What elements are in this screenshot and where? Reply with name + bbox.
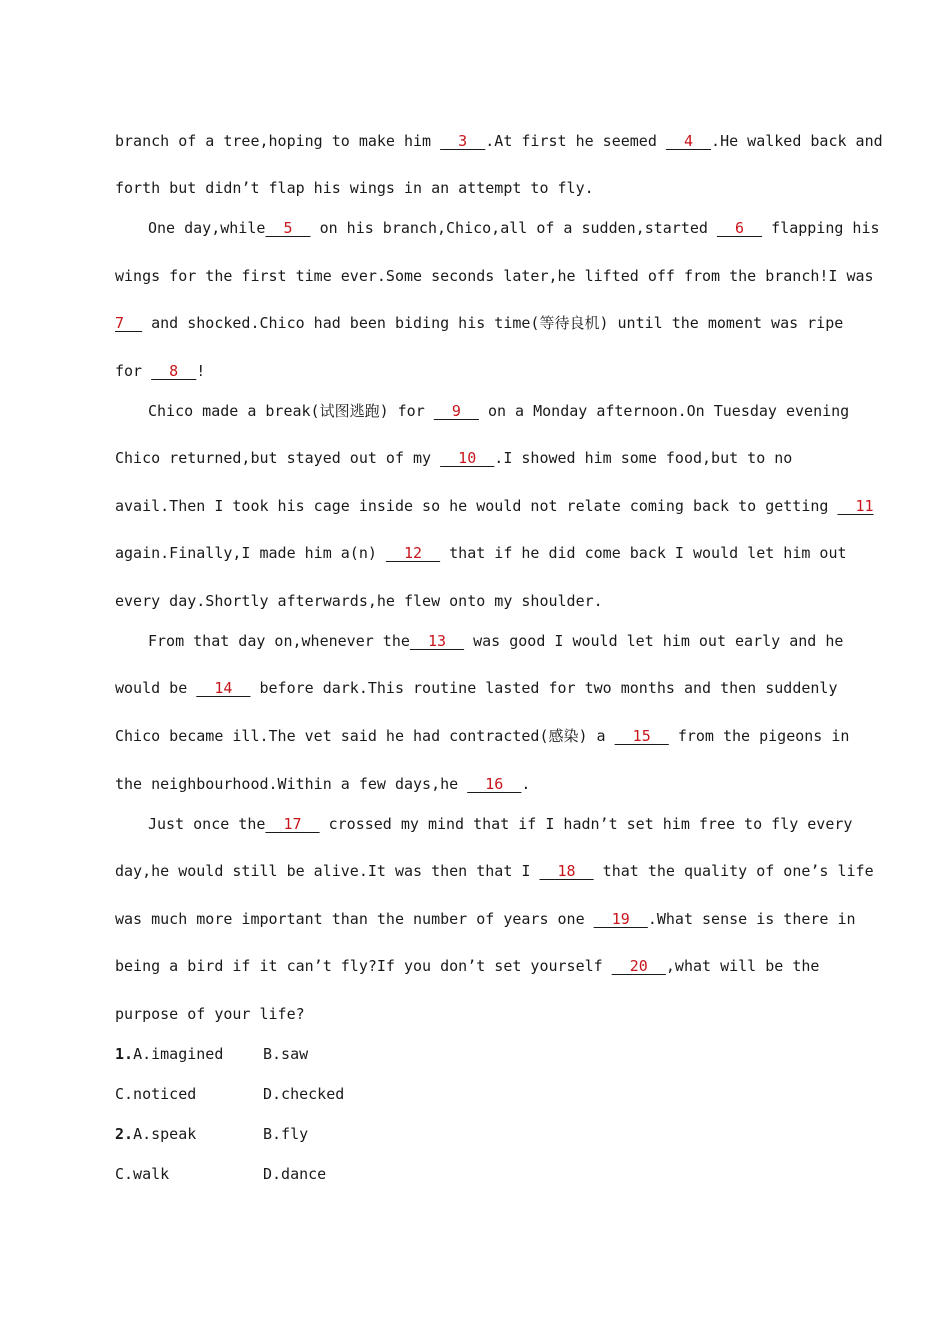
- passage-line: [148, 631, 848, 651]
- option-c: [115, 1084, 196, 1104]
- passage-text: before dark.This routine lasted for two months and then suddenly: [250, 679, 838, 697]
- option-b: [263, 1124, 308, 1144]
- passage-text: would be: [115, 679, 197, 697]
- answer-blank: 13: [409, 632, 465, 650]
- option-text: D.dance: [263, 1165, 327, 1183]
- passage-text: flapping his: [762, 219, 880, 237]
- option-b: [263, 1044, 308, 1064]
- passage-line: [115, 178, 845, 198]
- option-text: B.saw: [263, 1045, 309, 1063]
- passage-text: day,he would still be alive.It was then that I: [115, 862, 540, 880]
- answer-blank: 20: [611, 957, 666, 975]
- passage-text: crossed my mind that if I hadn’t set him free to fly every: [319, 815, 853, 833]
- passage-line: [115, 313, 845, 333]
- answer-blank: 9: [433, 402, 479, 420]
- option-a: [115, 1124, 196, 1144]
- question-number: 1.: [115, 1045, 134, 1063]
- answer-blank: 18: [539, 862, 594, 880]
- passage-text: branch of a tree,hoping to make him: [115, 132, 441, 150]
- answer-blank: 11: [837, 497, 874, 515]
- passage-line: [115, 726, 850, 746]
- answer-blank: 3: [440, 132, 486, 150]
- passage-line: [115, 678, 845, 698]
- passage-text: that if he did come back I would let him out: [440, 544, 847, 562]
- passage-line: [148, 814, 853, 834]
- passage-text: Chico returned,but stayed out of my: [115, 449, 441, 467]
- passage-text: .: [521, 775, 531, 793]
- passage-text: wings for the first time ever.Some seconds later,he lifted off from the branch!I was: [115, 267, 874, 285]
- passage-text: was much more important than the number of years one: [115, 910, 594, 928]
- passage-text: .He walked back and: [711, 132, 883, 150]
- answer-blank: 17: [265, 815, 320, 833]
- passage-line: [115, 496, 874, 516]
- passage-text: .What sense is there in: [647, 910, 856, 928]
- passage-text: every day.Shortly afterwards,he flew onto my shoulder.: [115, 592, 603, 610]
- answer-blank: 12: [385, 544, 441, 562]
- passage-line: [115, 591, 845, 611]
- option-d: [263, 1164, 326, 1184]
- passage-text: .I showed him some food,but to no: [494, 449, 793, 467]
- passage-text: .At first he seemed: [485, 132, 666, 150]
- option-a: [115, 1044, 223, 1064]
- passage-text: from the pigeons in: [668, 727, 850, 745]
- passage-text: Just once the: [148, 815, 266, 833]
- passage-line: [148, 218, 880, 238]
- passage-line: [148, 401, 848, 421]
- passage-text: purpose of your life?: [115, 1005, 305, 1023]
- passage-text: on a Monday afternoon.On Tuesday evening: [478, 402, 850, 420]
- passage-line: [115, 909, 856, 929]
- answer-blank: 4: [665, 132, 712, 150]
- option-text: C.noticed: [115, 1085, 197, 1103]
- answer-blank: 19: [593, 910, 648, 928]
- passage-text: was good I would let him out early and he: [464, 632, 844, 650]
- passage-line: [115, 956, 845, 976]
- answer-blank: 8: [151, 362, 197, 380]
- passage-text: the neighbourhood.Within a few days,he: [115, 775, 468, 793]
- answer-blank: 7: [115, 314, 143, 332]
- option-c: [115, 1164, 169, 1184]
- passage-text: Chico made a break(试图逃跑) for: [148, 402, 434, 420]
- passage-text: forth but didn’t flap his wings in an attempt to fly.: [115, 179, 594, 197]
- passage-text: ,what will be the: [665, 957, 820, 975]
- passage-line: [115, 774, 845, 794]
- option-text: B.fly: [263, 1125, 309, 1143]
- passage-text: for: [115, 362, 152, 380]
- passage-text: being a bird if it can’t fly?If you don’t set yourself: [115, 957, 612, 975]
- passage-text: avail.Then I took his cage inside so he would not relate coming back to getting: [115, 497, 838, 515]
- answer-blank: 6: [716, 219, 763, 237]
- answer-blank: 10: [440, 449, 495, 467]
- passage-text: that the quality of one’s life: [593, 862, 874, 880]
- passage-text: Chico became ill.The vet said he had contracted(感染) a: [115, 727, 615, 745]
- passage-line: [115, 361, 845, 381]
- passage-line: [115, 266, 874, 286]
- passage-line: [115, 543, 845, 563]
- option-text: A.imagined: [133, 1045, 224, 1063]
- passage-text: !: [196, 362, 206, 380]
- passage-line: [115, 448, 845, 468]
- answer-blank: 5: [265, 219, 311, 237]
- passage-text: One day,while: [148, 219, 266, 237]
- passage-text: and shocked.Chico had been biding his time(等待良机) until the moment was ripe: [142, 314, 844, 332]
- question-number: 2.: [115, 1125, 134, 1143]
- option-text: C.walk: [115, 1165, 170, 1183]
- passage-text: on his branch,Chico,all of a sudden,started: [310, 219, 717, 237]
- option-d: [263, 1084, 344, 1104]
- answer-blank: 16: [467, 775, 522, 793]
- answer-blank: 14: [196, 679, 251, 697]
- passage-line: [115, 1004, 845, 1024]
- option-text: D.checked: [263, 1085, 345, 1103]
- passage-line: [115, 861, 874, 881]
- passage-line: [115, 131, 883, 151]
- passage-text: From that day on,whenever the: [148, 632, 410, 650]
- passage-text: again.Finally,I made him a(n): [115, 544, 386, 562]
- answer-blank: 15: [614, 727, 669, 745]
- option-text: A.speak: [133, 1125, 197, 1143]
